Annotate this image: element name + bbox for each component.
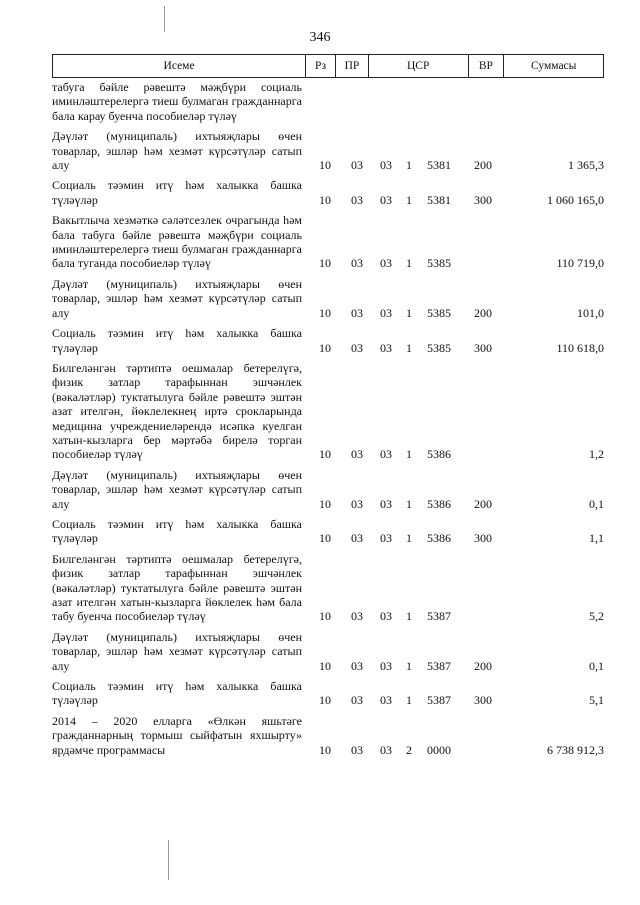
row-pr: 03: [351, 340, 363, 355]
row-csr-part2: 1: [406, 658, 412, 673]
row-csr-part1: 03: [380, 496, 392, 511]
row-pr: 03: [351, 496, 363, 511]
row-csr-part2: 1: [406, 609, 412, 624]
row-sum: 1,1: [589, 531, 604, 546]
row-csr-part3: 0000: [427, 742, 451, 757]
row-csr-part1: 03: [380, 305, 392, 320]
row-csr-part2: 1: [406, 158, 412, 173]
row-rz: 10: [319, 693, 331, 708]
row-csr-part3: 5387: [427, 609, 451, 624]
row-name: Дәүләт (муниципаль) ихтыяҗлары өчен товарлар, эшләр һәм хезмәт күрсәтүләр сатып алу: [52, 129, 302, 173]
header-name: Исеме: [53, 55, 306, 77]
table-row: [52, 129, 604, 172]
row-rz: 10: [319, 496, 331, 511]
scan-mark-top: [164, 6, 165, 32]
row-vr: 200: [474, 305, 492, 320]
row-rz: 10: [319, 305, 331, 320]
row-csr-part1: 03: [380, 256, 392, 271]
row-vr: 200: [474, 158, 492, 173]
row-rz: 10: [319, 531, 331, 546]
row-rz: 10: [319, 192, 331, 207]
row-csr-part3: 5385: [427, 256, 451, 271]
row-name: Социаль тәэмин итү һәм халыкка башка түләүләр: [52, 679, 302, 708]
row-csr-part3: 5385: [427, 340, 451, 355]
table-row: [52, 277, 604, 320]
header-rz: Рз: [306, 55, 336, 77]
row-vr: 300: [474, 693, 492, 708]
row-sum: 5,2: [589, 609, 604, 624]
row-rz: 10: [319, 658, 331, 673]
header-pr: ПР: [336, 55, 369, 77]
header-vr: ВР: [469, 55, 505, 77]
row-pr: 03: [351, 609, 363, 624]
row-rz: 10: [319, 256, 331, 271]
row-csr-part3: 5385: [427, 305, 451, 320]
row-csr-part3: 5386: [427, 447, 451, 462]
row-name: Дәүләт (муниципаль) ихтыяҗлары өчен товарлар, эшләр һәм хезмәт күрсәтүләр сатып алу: [52, 276, 302, 320]
row-csr-part1: 03: [380, 158, 392, 173]
row-vr: 200: [474, 658, 492, 673]
table-row: [52, 679, 604, 708]
table-row: [52, 714, 604, 757]
row-rz: 10: [319, 609, 331, 624]
row-sum: 1 365,3: [568, 158, 604, 173]
row-name: Билгеләнгән тәртиптә оешмалар бетерелүгә, физик затлар тарафыннан эшчәнлек (вәкаләтләр) туктатылуга бәйле рәвештә эштән азат ителгән хатын-кызларга йөклелек һәм бала табу буенча пособиеләр түләү: [52, 551, 302, 624]
row-csr-part3: 5387: [427, 658, 451, 673]
row-rz: 10: [319, 447, 331, 462]
row-name: Социаль тәэмин итү һәм халыкка башка түләүләр: [52, 516, 302, 546]
row-name: табуга бәйле рәвештә мәҗбүри социаль иминләштерелергә тиеш булмаган гражданнарга бала карау буенча пособиеләр түләү: [52, 80, 302, 123]
row-vr: 300: [474, 531, 492, 546]
table-row: [52, 361, 604, 462]
table-row: [52, 213, 604, 271]
row-sum: 110 719,0: [556, 256, 604, 271]
header-csr: ЦСР: [369, 55, 469, 77]
row-csr-part1: 03: [380, 609, 392, 624]
row-sum: 1 060 165,0: [547, 192, 604, 207]
row-pr: 03: [351, 158, 363, 173]
row-sum: 5,1: [589, 693, 604, 708]
row-name: Вакытлыча хезмәткә сәләтсезлек очрагында һәм бала табуга бәйле рәвештә мәҗбүри социаль иминләштерелергә тиеш булмаган гражданнарга бала туганда пособиеләр түләү: [52, 213, 302, 271]
row-csr-part1: 03: [380, 693, 392, 708]
row-csr-part2: 2: [406, 742, 412, 757]
row-csr-part1: 03: [380, 742, 392, 757]
table-row: [52, 630, 604, 673]
table-row: [52, 552, 604, 624]
row-pr: 03: [351, 531, 363, 546]
row-csr-part2: 1: [406, 340, 412, 355]
row-name: Социаль тәэмин итү һәм халыкка башка түләүләр: [52, 178, 302, 207]
table-row: [52, 326, 604, 355]
row-pr: 03: [351, 192, 363, 207]
header-sum: Суммасы: [530, 60, 577, 72]
row-pr: 03: [351, 447, 363, 462]
row-pr: 03: [351, 256, 363, 271]
row-sum: 1,2: [589, 447, 604, 462]
row-pr: 03: [351, 742, 363, 757]
row-vr: 300: [474, 340, 492, 355]
row-name: Дәүләт (муниципаль) ихтыяҗлары өчен товарлар, эшләр һәм хезмәт күрсәтүләр сатып алу: [52, 467, 302, 511]
row-csr-part2: 1: [406, 693, 412, 708]
table-row: [52, 468, 604, 511]
table-row: [52, 80, 604, 123]
row-csr-part2: 1: [406, 305, 412, 320]
table-row: [52, 517, 604, 546]
row-rz: 10: [319, 742, 331, 757]
row-csr-part3: 5386: [427, 531, 451, 546]
row-rz: 10: [319, 340, 331, 355]
row-name: Дәүләт (муниципаль) ихтыяҗлары өчен товарлар, эшләр һәм хезмәт күрсәтүләр сатып алу: [52, 629, 302, 673]
scan-mark-bottom: [168, 840, 169, 880]
row-name: 2014 – 2020 елларга «Өлкән яшьтәге гражданнарның тормыш сыйфатын яхшырту» ярдәмче программасы: [52, 713, 302, 757]
row-csr-part2: 1: [406, 447, 412, 462]
page-number: 346: [309, 30, 331, 45]
row-csr-part3: 5386: [427, 496, 451, 511]
row-vr: 200: [474, 496, 492, 511]
row-csr-part2: 1: [406, 192, 412, 207]
row-csr-part2: 1: [406, 256, 412, 271]
table-header: [52, 54, 604, 78]
row-sum: 6 738 912,3: [547, 742, 604, 757]
row-pr: 03: [351, 658, 363, 673]
row-csr-part2: 1: [406, 531, 412, 546]
row-sum: 101,0: [577, 305, 604, 320]
row-csr-part1: 03: [380, 531, 392, 546]
row-sum: 110 618,0: [556, 340, 604, 355]
row-csr-part1: 03: [380, 658, 392, 673]
table-row: [52, 178, 604, 207]
row-csr-part1: 03: [380, 340, 392, 355]
row-name: Социаль тәэмин итү һәм халыкка башка түләүләр: [52, 326, 302, 355]
row-csr-part3: 5381: [427, 158, 451, 173]
row-rz: 10: [319, 158, 331, 173]
row-name: Билгеләнгән тәртиптә оешмалар бетерелүгә, физик затлар тарафыннан эшчәнлек (вәкаләтләр) туктатылуга бәйле рәвештә эштән азат ителгән, йөклелекнең иртә срокларында медицина учреждениеләрендә исәпкә куелган хатын-кызларга бер мәртәбә бирелә торган пособиеләр түләү: [52, 360, 302, 462]
row-csr-part1: 03: [380, 192, 392, 207]
row-sum: 0,1: [589, 496, 604, 511]
row-csr-part3: 5387: [427, 693, 451, 708]
row-csr-part2: 1: [406, 496, 412, 511]
row-pr: 03: [351, 693, 363, 708]
row-vr: 300: [474, 192, 492, 207]
row-sum: 0,1: [589, 658, 604, 673]
row-pr: 03: [351, 305, 363, 320]
row-csr-part1: 03: [380, 447, 392, 462]
row-csr-part3: 5381: [427, 192, 451, 207]
table-body: [52, 80, 604, 763]
